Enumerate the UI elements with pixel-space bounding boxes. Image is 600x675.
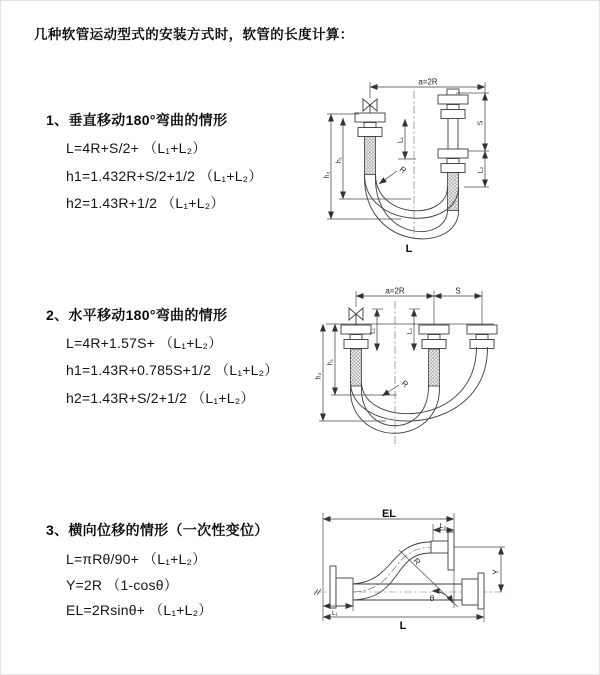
dim-label-h2: h₂ [324, 171, 331, 179]
diagram-horizontal-movement-180-bend [313, 287, 505, 455]
hose-u-curves [364, 174, 458, 239]
valve-icon [363, 99, 377, 113]
dim-label-l2: L₂ [477, 166, 485, 174]
dim-label-h1: h₁ [327, 358, 335, 366]
section-2-heading: 2、水平移动180°弯曲的情形 [46, 307, 228, 323]
section-3-formula-L: L=πRθ/90+ （L₁+L₂） [66, 551, 207, 567]
section-1-formula-h1: h1=1.432R+S/2+1/2 （L₁+L₂） [66, 168, 263, 184]
radius-label [382, 379, 410, 396]
dim-label-s: S [455, 286, 461, 296]
dim-label-el: EL [381, 508, 397, 520]
dim-l1 [398, 119, 417, 159]
right-flange [462, 573, 484, 609]
dim-l1 [370, 309, 384, 351]
hose-u-curves [350, 347, 487, 433]
left-fitting [355, 113, 385, 175]
section-3-heading: 3、横向位移的情形（一次性变位） [46, 522, 269, 538]
diagram-lateral-displacement [309, 509, 511, 633]
dim-label-r: R [411, 556, 423, 567]
right-fitting-displaced [467, 325, 497, 349]
dim-label-a2r: a=2R [385, 286, 405, 296]
valve-icon [349, 308, 363, 325]
section-1-heading: 1、垂直移动180°弯曲的情形 [46, 112, 228, 128]
left-fitting [341, 325, 371, 386]
dim-el [323, 508, 454, 520]
radius-label [379, 165, 408, 184]
section-2-formula-h2: h2=1.43R+S/2+1/2 （L₁+L₂） [66, 390, 255, 406]
dim-label-s: S [477, 120, 485, 126]
left-flange [330, 566, 353, 608]
dim-label-r: R [399, 378, 410, 390]
section-3-formula-Y: Y=2R （1-cosθ） [66, 577, 178, 593]
dim-l-total [323, 610, 484, 632]
dim-label-a2r: a=2R [418, 77, 438, 87]
section-1-formula-L: L=4R+S/2+ （L₁+L₂） [66, 140, 207, 156]
middle-fitting [419, 325, 449, 386]
s-curve-hose [353, 542, 431, 600]
page-title: 几种软管运动型式的安装方式时，软管的长度计算： [34, 27, 354, 42]
dim-label-h2: h₂ [315, 372, 323, 380]
dim-a2r [356, 287, 482, 326]
dim-label-theta: θ [429, 594, 435, 603]
dim-label-l2: L₂ [406, 327, 414, 335]
section-1-formula-h2: h2=1.43R+1/2 （L₁+L₂） [66, 195, 225, 211]
dim-label-l2: L₂ [439, 523, 447, 530]
dim-label-r: R [397, 164, 408, 176]
upper-flange [431, 532, 454, 570]
dim-label-h1: h₁ [336, 156, 343, 164]
dim-label-l1: L₁ [369, 328, 377, 334]
dim-l2 [407, 309, 421, 351]
dim-label-l1: L₁ [332, 610, 338, 617]
diagram-vertical-movement-180-bend [316, 77, 506, 261]
right-fitting-upper [438, 89, 468, 149]
dim-label-l-total: L [405, 243, 413, 255]
dim-label-l1: L₁ [397, 136, 405, 144]
section-2-formula-L: L=4R+1.57S+ （L₁+L₂） [66, 335, 223, 351]
dim-label-y: Y [491, 569, 501, 575]
section-2-formula-h1: h1=1.43R+0.785S+1/2 （L₁+L₂） [66, 362, 279, 378]
section-3-formula-EL: EL=2Rsinθ+ （L₁+L₂） [66, 602, 213, 618]
dim-label-l: L [399, 620, 407, 632]
